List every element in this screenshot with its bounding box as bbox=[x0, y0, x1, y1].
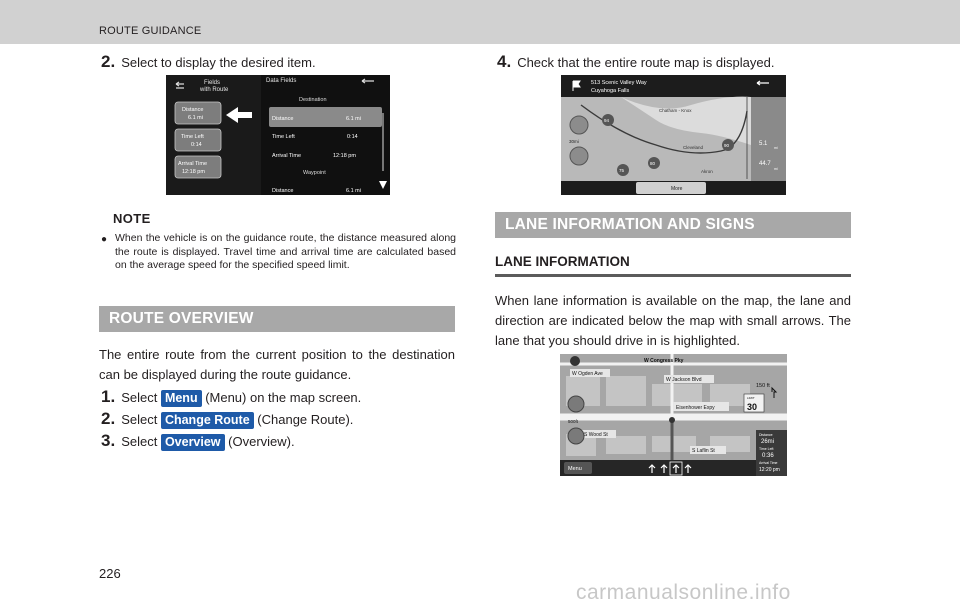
row-time-left-value: 0:14 bbox=[347, 134, 358, 140]
row-arrival-label: Arrival Time bbox=[272, 153, 302, 159]
row-distance-label: Distance bbox=[272, 116, 294, 122]
info-arrival-value: 12:20 pm bbox=[759, 467, 780, 473]
info-distance-label: Distance bbox=[759, 433, 773, 437]
place-cleveland: Cleveland bbox=[683, 145, 704, 150]
data-fields-title: Data Fields bbox=[266, 78, 297, 84]
zoom-in-icon bbox=[568, 396, 584, 412]
running-header: ROUTE GUIDANCE bbox=[99, 25, 202, 37]
step-number: 1. bbox=[101, 387, 116, 406]
menu-button-label: Menu bbox=[568, 466, 582, 472]
street-ogden: W Ogden Ave bbox=[572, 371, 603, 377]
step-number: 3. bbox=[101, 431, 116, 450]
route-94-label: 94 bbox=[604, 118, 610, 123]
route-90-label: 90 bbox=[724, 143, 730, 148]
step-text-pre: Select bbox=[121, 412, 161, 427]
street-wood: S Wood St bbox=[584, 432, 608, 438]
info-icon bbox=[570, 356, 580, 366]
btn-time-left-label: Time Left bbox=[181, 134, 204, 140]
lane-information-map-screenshot bbox=[560, 354, 787, 476]
street-jackson: W Jackson Blvd bbox=[666, 377, 702, 383]
vehicle-position-icon bbox=[669, 417, 675, 423]
info-arrival-label: Arrival Time bbox=[759, 461, 778, 465]
step-text-pre: Select bbox=[121, 390, 161, 405]
note-text: When the vehicle is on the guidance route, the distance measured along the route is displayed. Travel time and arrival time are calculated based on the average speed for the specified speed limit. bbox=[115, 232, 456, 271]
note-text-block bbox=[101, 232, 456, 273]
overview-button-label: Overview bbox=[161, 434, 225, 451]
step-4-instruction bbox=[497, 54, 774, 71]
lane-info-body: When lane information is available on the map, the lane and direction are indicated below the map with small arrows. The lane that you should drive in is highlighted. bbox=[495, 293, 851, 348]
step-text-post: (Menu) on the map screen. bbox=[201, 390, 362, 405]
note-title: NOTE bbox=[113, 211, 151, 226]
street-eisenhower: Eisenhower Expy bbox=[676, 405, 715, 411]
route-overview-map-screenshot bbox=[561, 75, 786, 195]
row-distance2-label: Distance bbox=[272, 188, 294, 194]
btn-time-left-value: 0:14 bbox=[191, 142, 202, 148]
step-3-instruction bbox=[101, 433, 295, 451]
lane-map-art bbox=[560, 354, 787, 476]
step-text: Select to display the desired item. bbox=[121, 55, 316, 70]
waypoint-header: Waypoint bbox=[303, 170, 326, 176]
step-number: 2. bbox=[101, 409, 116, 428]
zoom-out-icon bbox=[570, 147, 588, 165]
step-text-pre: Select bbox=[121, 434, 161, 449]
btn-arrival-label: Arrival Time bbox=[178, 161, 208, 167]
zoom-out-icon bbox=[568, 428, 584, 444]
turn-distance: 150 ft bbox=[756, 383, 770, 389]
step-text-post: (Change Route). bbox=[253, 412, 354, 427]
dist2-unit: mi bbox=[774, 167, 778, 171]
step-text: Check that the entire route map is displayed. bbox=[517, 55, 775, 70]
place-akron: Akron bbox=[701, 169, 713, 174]
header-band bbox=[0, 0, 960, 44]
speed-limit-label: LIMIT bbox=[747, 396, 755, 400]
route-overview-map-art bbox=[561, 75, 786, 195]
row-distance2-value: 6.1 mi bbox=[346, 188, 361, 194]
street-congress: W Congress Pky bbox=[644, 358, 684, 364]
scale-label: 500ft bbox=[568, 419, 579, 424]
destination-header: Destination bbox=[299, 97, 327, 103]
row-arrival-value: 12:18 pm bbox=[333, 153, 356, 159]
scale-label: 30mi bbox=[569, 139, 579, 144]
dist1-unit: mi bbox=[774, 146, 778, 150]
bullet-icon: ● bbox=[101, 234, 108, 245]
scrollbar-track bbox=[382, 113, 384, 171]
section-title-lane-info-signs: LANE INFORMATION AND SIGNS bbox=[495, 212, 851, 238]
dist1-value: 5.1 bbox=[759, 141, 768, 147]
data-fields-screen-art bbox=[166, 75, 390, 195]
street-laflin: S Laflin St bbox=[692, 448, 715, 454]
btn-arrival-value: 12:18 pm bbox=[182, 169, 205, 175]
fields-title-line1: Fields bbox=[204, 80, 221, 86]
btn-distance-value: 6.1 mi bbox=[188, 115, 203, 121]
route-80-label: 80 bbox=[650, 161, 656, 166]
watermark: carmanualsonline.info bbox=[576, 581, 791, 604]
zoom-in-icon bbox=[570, 116, 588, 134]
step-text-post: (Overview). bbox=[224, 434, 295, 449]
step-number: 2. bbox=[101, 52, 116, 71]
menu-button-label: Menu bbox=[161, 390, 202, 407]
change-route-button-label: Change Route bbox=[161, 412, 254, 429]
step-number: 4. bbox=[497, 52, 512, 71]
step-2-instruction bbox=[101, 54, 316, 71]
place-chatham: Chatham - Knox bbox=[659, 108, 692, 113]
info-time-value: 0:36 bbox=[762, 453, 774, 459]
page-number: 226 bbox=[99, 566, 121, 581]
route-75-label: 75 bbox=[619, 168, 625, 173]
info-time-label: Time Left bbox=[759, 447, 774, 451]
dist2-value: 44.7 bbox=[759, 161, 771, 167]
row-distance-value: 6.1 mi bbox=[346, 116, 361, 122]
btn-distance-label: Distance bbox=[182, 107, 204, 113]
city-title: Cuyahoga Falls bbox=[591, 88, 630, 94]
step-2b-instruction bbox=[101, 411, 353, 429]
side-panel bbox=[751, 97, 786, 181]
street-title: 513 Scenic Valley Way bbox=[591, 80, 647, 86]
sub-heading-lane-information: LANE INFORMATION bbox=[495, 254, 851, 277]
row-time-left-label: Time Left bbox=[272, 134, 295, 140]
speed-limit-value: 30 bbox=[747, 402, 758, 412]
more-button-label: More bbox=[671, 186, 683, 192]
section-title-route-overview: ROUTE OVERVIEW bbox=[99, 306, 455, 332]
info-distance-value: 26mi bbox=[761, 439, 775, 445]
data-fields-screenshot bbox=[166, 75, 390, 195]
fields-title-line2: with Route bbox=[200, 87, 229, 93]
step-1-instruction bbox=[101, 389, 361, 407]
route-overview-intro: The entire route from the current position to the destination can be displayed during the route guidance. bbox=[99, 347, 455, 382]
